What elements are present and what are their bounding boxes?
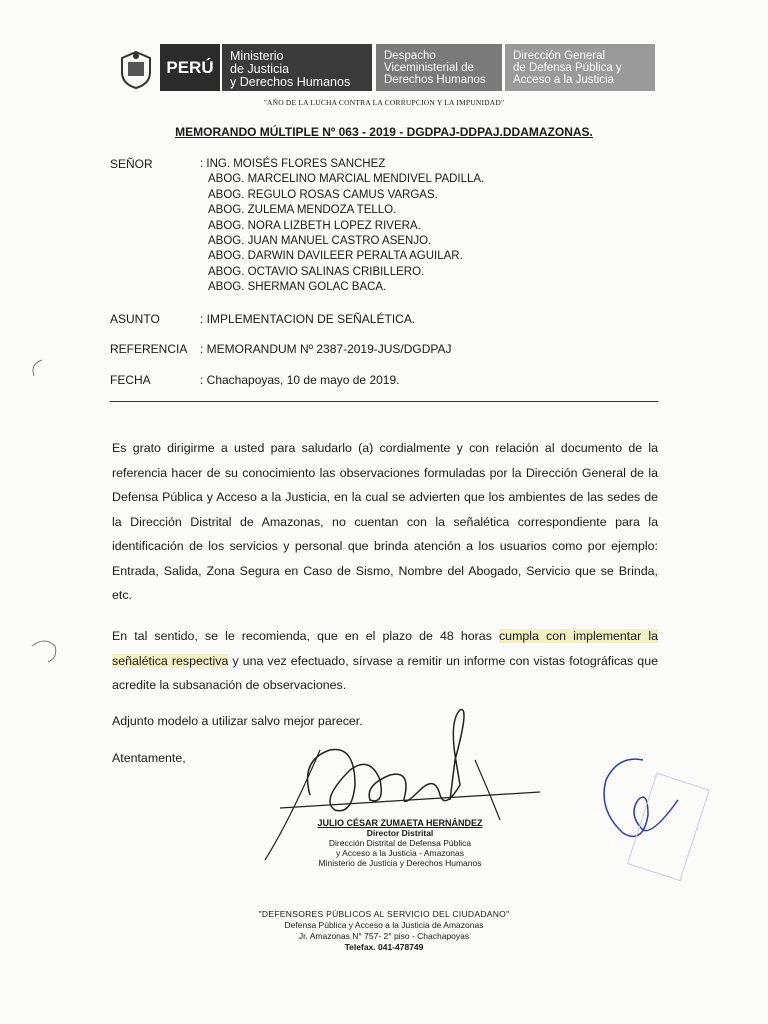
recipient: ABOG. REGULO ROSAS CAMUS VARGAS. (208, 188, 438, 201)
closing: Atentamente, (112, 751, 186, 765)
subject-value: : IMPLEMENTACION DE SEÑALÉTICA. (200, 312, 416, 326)
stamp-seal (630, 770, 710, 890)
recipient: ABOG. SHERMAN GOLAC BACA. (208, 281, 387, 294)
date-value: : Chachapoyas, 10 de mayo de 2019. (200, 373, 400, 387)
recipient-list (200, 157, 484, 296)
scan-mark (30, 636, 60, 666)
vice-office-block: Despacho Viceministerial de Derechos Humanos (376, 44, 502, 91)
body-paragraph-2: En tal sentido, se le recomienda, que en el plazo de 48 horas cumpla con implementar la señalética respectiva y una vez efectuado, sírvase a remitir un informe con vistas fotográficas que acredite la subsanación de observaciones. (112, 629, 658, 692)
highlighted-text: cumpla con implementar la señalética respectiva (112, 629, 658, 668)
to-label: SEÑOR (110, 157, 153, 171)
recipient: ABOG. ZULEMA MENDOZA TELLO. (208, 204, 397, 217)
scan-mark (28, 358, 48, 378)
footer-org: Defensa Pública y Acceso a la Justicia de Amazonas (284, 920, 484, 930)
body-paragraph-1: Es grato dirigirme a usted para saludarlo (a) cordialmente y con relación al documento de la referencia hacer de su conocimiento las observaciones formuladas por la Dirección General de la Defensa Pública y Acceso a la Justicia, en la cual se advierten que los ambientes de las sedes de la Dirección Distrital de Amazonas, no cuentan con la señalética correspondiente para la identificación de los servicios y personal que brinda atención a los usuarios como por ejemplo: Entrada, Salida, Zona Segura en Caso de Sismo, Nombre del Abogado, Servicio que se Brinda, etc. (112, 441, 658, 602)
memo-title: MEMORANDO MÚLTIPLE Nº 063 - 2019 - DGDPAJ-DDPAJ.DDAMAZONAS. (175, 125, 593, 139)
signer-org: Ministerio de Justicia y Derechos Humanos (318, 858, 482, 868)
reference-label: REFERENCIA (110, 342, 188, 356)
recipient: ABOG. MARCELINO MARCIAL MENDIVEL PADILLA. (208, 173, 485, 186)
ministry-block: Ministerio de Justicia y Derechos Humanos (222, 44, 372, 91)
directorate-block: Dirección General de Defensa Pública y Acceso a la Justicia (505, 44, 655, 91)
footer (0, 909, 768, 953)
year-motto: "AÑO DE LA LUCHA CONTRA LA CORRUPCION Y LA IMPUNIDAD" (263, 98, 505, 107)
reference-value: : MEMORANDUM Nº 2387-2019-JUS/DGDPAJ (200, 342, 452, 356)
footer-phone: Telefax. 041-478749 (344, 942, 424, 952)
recipient: ABOG. NORA LIZBETH LOPEZ RIVERA. (208, 219, 421, 232)
signer-org: Dirección Distrital de Defensa Pública (328, 838, 472, 848)
recipient: ABOG. OCTAVIO SALINAS CRIBILLERO. (208, 265, 425, 278)
date-label: FECHA (110, 373, 151, 387)
recipient: ABOG. JUAN MANUEL CASTRO ASENJO. (208, 235, 432, 248)
recipient: : ING. MOISÉS FLORES SANCHEZ (200, 158, 386, 170)
header-divider (110, 401, 658, 402)
signature-block (300, 818, 500, 868)
body-paragraph-3: Adjunto modelo a utilizar salvo mejor parecer. (112, 714, 363, 728)
footer-slogan: "DEFENSORES PÚBLICOS AL SERVICIO DEL CIUDADANO" (258, 909, 510, 919)
brand-peru-block: PERÚ (160, 44, 220, 91)
signer-title: Director Distrital (366, 828, 434, 838)
subject-label: ASUNTO (110, 312, 160, 326)
footer-address: Jr. Amazonas N° 757- 2° piso - Chachapoyas (298, 931, 470, 941)
signer-name: JULIO CÉSAR ZUMAETA HERNÁNDEZ (317, 818, 483, 828)
national-crest-icon (116, 50, 156, 90)
signer-org: y Acceso a la Justicia - Amazonas (335, 848, 465, 858)
recipient: ABOG. DARWIN DAVILEER PERALTA AGUILAR. (208, 250, 463, 263)
